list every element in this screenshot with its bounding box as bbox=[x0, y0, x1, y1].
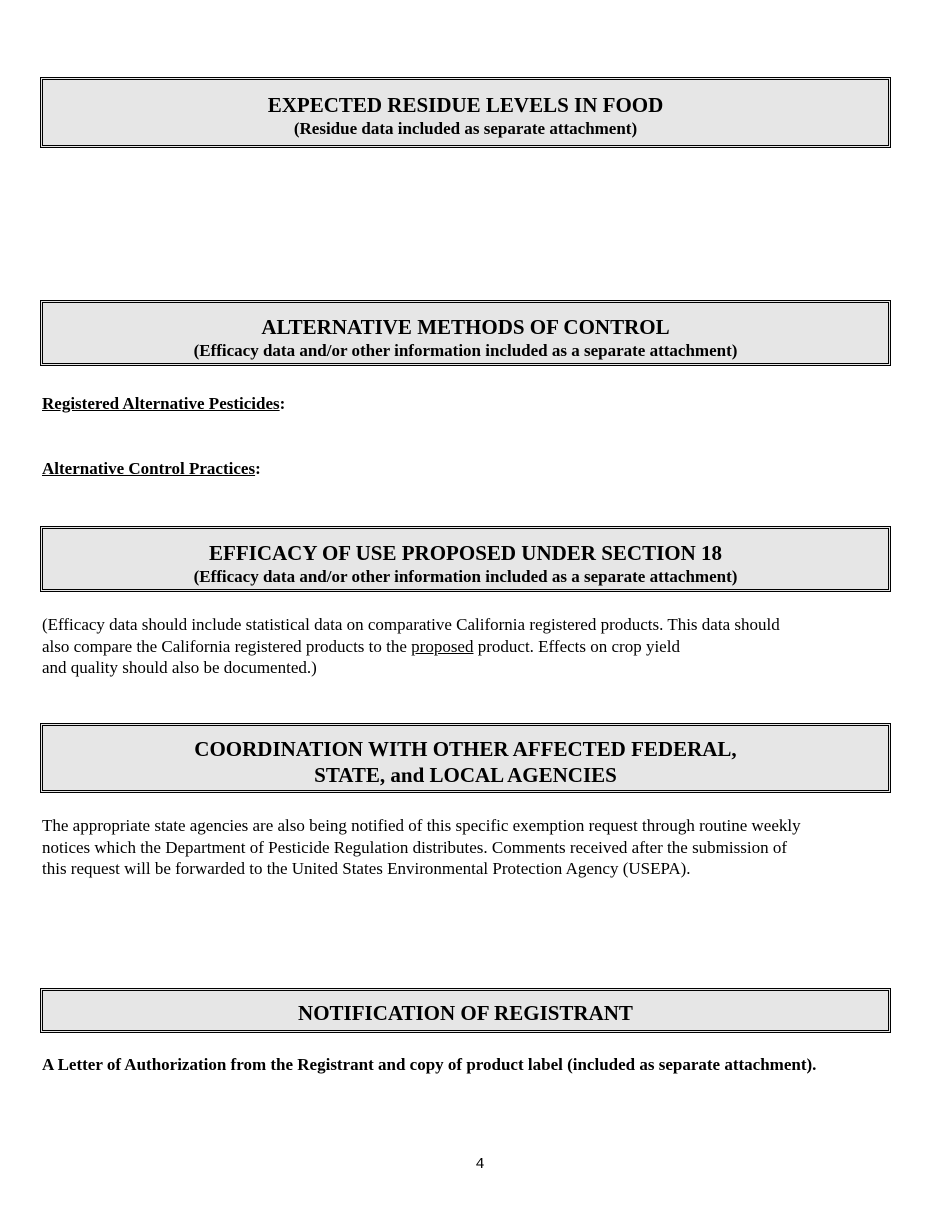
alternative-title: ALTERNATIVE METHODS OF CONTROL bbox=[261, 315, 670, 339]
coordination-paragraph: The appropriate state agencies are also being notified of this specific exemption request through routine weekly notices which the Department of Pesticide Regulation distributes. Comments received after the submission of this request will be forwarded to the United States Environmental Protection Agency (USEPA). bbox=[42, 816, 801, 878]
notification-section-header bbox=[40, 988, 891, 1033]
page-number: 4 bbox=[475, 1156, 485, 1173]
coordination-section-header bbox=[40, 723, 891, 793]
efficacy-section-header bbox=[40, 526, 891, 592]
efficacy-paragraph: (Efficacy data should include statistical data on comparative California registered products. This data should also compare the California registered products to the proposed product. Effects on crop yield and quality should also be documented.) bbox=[42, 615, 780, 677]
efficacy-title: EFFICACY OF USE PROPOSED UNDER SECTION 18 bbox=[209, 541, 722, 565]
coordination-title-line2: STATE, and LOCAL AGENCIES bbox=[314, 763, 617, 787]
residue-section-header bbox=[40, 77, 891, 148]
notification-title: NOTIFICATION OF REGISTRANT bbox=[298, 1001, 633, 1025]
residue-subtitle: (Residue data included as separate attachment) bbox=[293, 119, 638, 138]
coordination-title-line1: COORDINATION WITH OTHER AFFECTED FEDERAL, bbox=[194, 737, 737, 761]
efficacy-subtitle: (Efficacy data and/or other information included as a separate attachment) bbox=[193, 567, 738, 586]
registered-alternative-pesticides-label: Registered Alternative Pesticides: bbox=[42, 394, 286, 413]
notification-body: A Letter of Authorization from the Registrant and copy of product label (included as separate attachment). bbox=[42, 1055, 817, 1074]
residue-title: EXPECTED RESIDUE LEVELS IN FOOD bbox=[267, 93, 664, 117]
alternative-subtitle: (Efficacy data and/or other information included as a separate attachment) bbox=[193, 341, 738, 360]
alternative-control-practices-label: Alternative Control Practices: bbox=[42, 459, 261, 478]
alternative-section-header bbox=[40, 300, 891, 366]
